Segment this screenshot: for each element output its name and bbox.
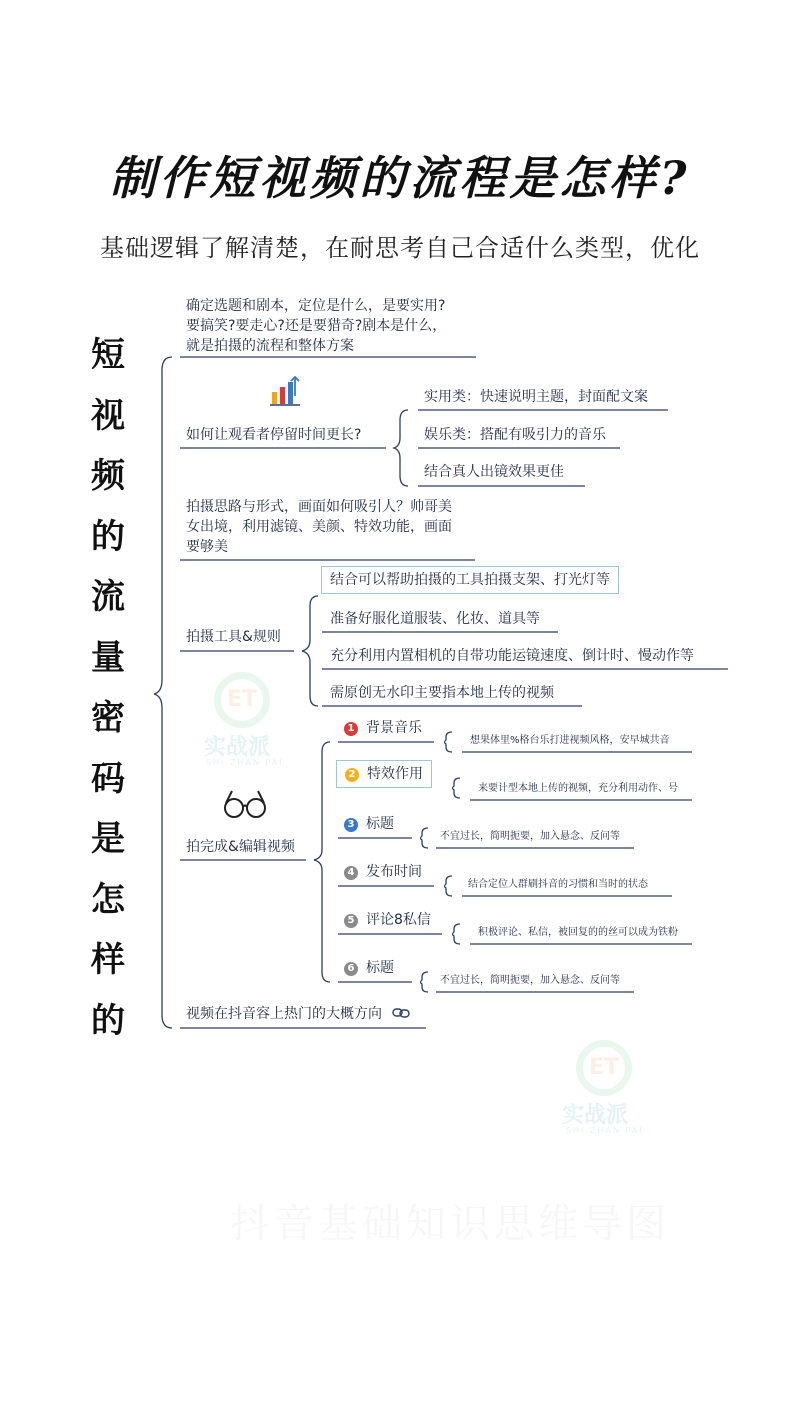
root-char: 怎 (91, 879, 125, 920)
edit-step-title (344, 814, 394, 834)
root-char: 密 (91, 698, 125, 738)
root-char: 量 (91, 637, 125, 678)
step-number-badge: 4 (344, 866, 358, 880)
edit-step-label: 特效作用 (367, 766, 423, 782)
step-number-badge: 1 (344, 722, 358, 736)
watermark-brand-sub-2: SHI ZHAN PAI (566, 1126, 644, 1135)
n5-brace (314, 742, 330, 982)
edit-step-publish-time (344, 862, 422, 882)
edit-step-label: 标题 (366, 816, 394, 832)
node-topic-script (186, 296, 446, 356)
step-number-badge: 3 (344, 818, 358, 832)
edit-step-title-2 (344, 958, 394, 978)
node-line: 就是拍摄的流程和整体方案 (186, 338, 354, 354)
node-tools-rules: 拍摄工具&规则 (186, 629, 281, 645)
n4-brace (302, 596, 318, 706)
edit-step-detail: 结合定位人群刷抖音的习惯和当时的状态 (468, 879, 648, 890)
n2-brace (394, 410, 408, 486)
watermark-logo-icon: ET (214, 672, 270, 728)
edit-step-effects (336, 760, 432, 788)
edit-step-label: 标题 (366, 960, 394, 976)
root-char: 视 (91, 395, 125, 436)
node-trending-direction (186, 1004, 410, 1024)
edit-step-label: 背景音乐 (366, 720, 422, 736)
edit-step-comments (344, 910, 431, 930)
root-char: 的 (91, 516, 125, 557)
edit-step-label: 评论8私信 (366, 912, 431, 928)
node-line: 确定选题和剧本，定位是什么，是要实用? (186, 298, 446, 314)
node-label: 视频在抖音容上热门的大概方向 (186, 1006, 382, 1022)
page-title: 制作短视频的流程是怎样? (109, 151, 691, 205)
edit-step-label: 发布时间 (366, 864, 422, 880)
step-number-badge: 2 (345, 768, 359, 782)
edit-step-detail: 积极评论、私信，被回复的的丝可以成为铁粉 (478, 927, 678, 938)
edit-step-detail: 不宜过长，简明扼要，加入悬念、反问等 (440, 831, 620, 842)
node-tools-child: 需原创无水印主要指本地上传的视频 (330, 685, 554, 701)
root-char: 频 (91, 456, 125, 496)
page-subtitle: 基础逻辑了解清楚，在耐思考自己合适什么类型，优化 (100, 234, 700, 262)
root-char: 样 (91, 940, 125, 980)
edit-step-detail: 不宜过长，简明扼要，加入悬念、反问等 (440, 975, 620, 986)
node-retention: 如何让观看者停留时间更长? (186, 427, 362, 443)
node-retention-child: 娱乐类：搭配有吸引力的音乐 (424, 427, 606, 443)
watermark-brand-2: 实战派 (562, 1103, 629, 1128)
node-line: 拍摄思路与形式，画面如何吸引人？帅哥美 (186, 499, 452, 515)
watermark-logo-icon: ET (576, 1040, 632, 1096)
node-shooting-ideas (186, 497, 452, 557)
node-edit-video: 拍完成&编辑视频 (186, 839, 295, 855)
node-line: 要够美 (186, 539, 228, 555)
step-number-badge: 6 (344, 962, 358, 976)
edit-step-detail: 想果体里%格台乐打进视频风格，安早城共音 (470, 735, 670, 746)
watermark-brand-1: 实战派 (204, 735, 271, 760)
node-tools-child: 充分利用内置相机的自带功能运镜速度、倒计时、慢动作等 (330, 648, 694, 664)
glasses-icon (222, 788, 268, 822)
bar-chart-icon (268, 374, 304, 410)
node-retention-child: 实用类：快速说明主题，封面配文案 (424, 389, 648, 405)
edit-step-detail: 来要计型本地上传的视频，充分利用动作、号 (478, 783, 678, 794)
node-tools-child: 准备好服化道服装、化妆、道具等 (330, 611, 540, 627)
main-brace (154, 357, 172, 1028)
root-char: 流 (91, 577, 125, 617)
node-line: 女出境，利用滤镜、美颜、特效功能，画面 (186, 519, 452, 535)
root-char: 是 (91, 819, 125, 859)
root-char: 短 (91, 335, 125, 375)
node-tools-child-highlight: 结合可以帮助拍摄的工具拍摄支架、打光灯等 (321, 566, 619, 594)
step-number-badge: 5 (344, 914, 358, 928)
root-char: 的 (91, 1000, 125, 1041)
node-line: 要搞笑?要走心?还是要猎奇?剧本是什么， (186, 318, 447, 334)
edit-step-music (344, 718, 422, 738)
watermark-brand-sub-1: SHI ZHAN PAI (206, 758, 284, 767)
node-retention-child: 结合真人出镜效果更佳 (424, 464, 564, 480)
root-char: 码 (91, 758, 125, 799)
link-icon[interactable] (392, 1007, 410, 1019)
